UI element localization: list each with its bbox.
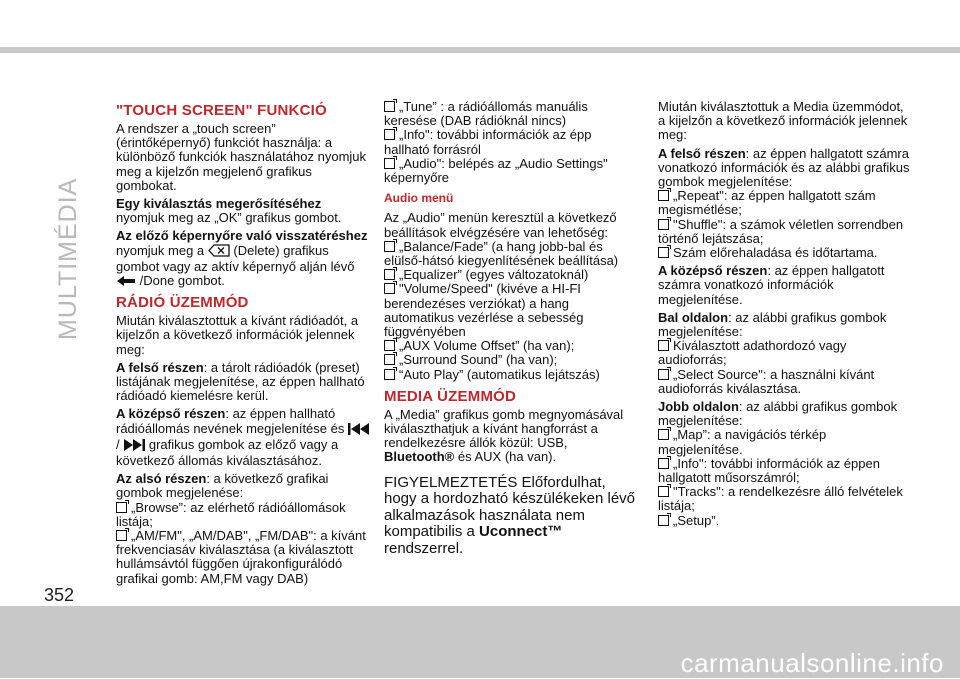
checkbox-bullet-icon — [384, 369, 395, 380]
text: : az éppen hallgatott számra vonatkozó információk és az alábbi grafikus gombok megjelenítése: — [658, 145, 910, 190]
header-band — [0, 47, 960, 53]
heading-media-mode: MEDIA ÜZEMMÓD — [384, 387, 517, 405]
paragraph: Miután kiválasztottuk a Media üzemmódot, a kijelzőn a következő információk jelennek meg: — [658, 99, 908, 143]
list-item — [658, 218, 913, 246]
checkbox-bullet-icon — [658, 515, 669, 526]
heading-radio-mode: RÁDIÓ ÜZEMMÓD — [116, 294, 249, 312]
checkbox-bullet-icon — [384, 354, 395, 365]
list-item — [658, 368, 913, 396]
text: FIGYELMEZTETÉS Előfordulhat, hogy a hordozható készülékeken lévő alkalmazások használata nem kompatibilis a — [384, 473, 636, 541]
top-margin — [0, 0, 960, 47]
paragraph — [658, 264, 913, 307]
back-arrow-icon — [116, 275, 136, 290]
text: : az alábbi grafikus gombok megjelenítése: — [658, 399, 898, 429]
checkbox-bullet-icon — [384, 129, 395, 140]
paragraph — [658, 400, 913, 428]
text: rendszerrel. — [384, 539, 464, 557]
list-item-text: „Balance/Fade” (a hang jobb-bal és elülső-hátsó kiegyenlítésének beállítása) — [384, 238, 619, 269]
list-item — [384, 282, 639, 339]
text: nyomjuk meg az „OK” grafikus gombot. — [116, 210, 342, 226]
delete-icon — [208, 244, 230, 260]
section-side-label: MULTIMÉDIA — [54, 177, 82, 340]
bold-lead: A felső részen — [116, 359, 204, 375]
list-item-text: „Repeat": az éppen hallgatott szám megismétlése; — [658, 188, 876, 218]
checkbox-bullet-icon — [384, 158, 395, 169]
list-item-text: "Volume/Speed" (kivéve a HI-FI berendezéses verziókat) a hang automatikus vezérlése a sebesség függvényében — [384, 281, 584, 340]
bold-text: Bluetooth® — [384, 449, 455, 465]
checkbox-bullet-icon — [658, 190, 669, 201]
list-item-text: „Browse”: az elérhető rádióállomások listája; — [116, 499, 346, 529]
paragraph: A rendszer a „touch screen” (érintőképernyő) funkciót használja: a különböző funkciók használatához nyomjuk meg a kijelzőn megjelenő grafikus gombokat. — [116, 121, 367, 193]
text: és AUX (ha van). — [454, 449, 557, 465]
checkbox-bullet-icon — [116, 502, 127, 513]
column-2 — [384, 100, 639, 561]
list-item-text: „AM/FM", „AM/DAB", „FM/DAB": a kívánt frekvenciasáv kiválasztása (a kiválasztott hullámsávtól függően újrakonfigurálódó grafikai gomb: AM,FM vagy DAB) — [116, 528, 366, 586]
checkbox-bullet-icon — [116, 530, 127, 541]
list-item-text: „Audio": belépés az „Audio Settings" képernyőre — [384, 155, 608, 186]
bold-lead: Egy kiválasztás megerősítéséhez — [116, 196, 322, 212]
list-item — [658, 428, 913, 456]
checkbox-bullet-icon — [658, 247, 669, 258]
list-item — [116, 501, 371, 529]
list-item — [384, 368, 639, 382]
paragraph: Miután kiválasztottuk a kívánt rádióadót, a kijelzőn a következő információk jelennek meg: — [116, 313, 359, 357]
list-item-text: „Info": további információk az éppen hallgatott műsorszámról; — [658, 455, 880, 486]
list-item — [384, 339, 639, 353]
bold-lead: Az alsó részen — [116, 471, 207, 487]
text: nyomjuk meg a — [116, 242, 208, 258]
paragraph — [116, 361, 371, 404]
text: : az éppen hallható rádióállomás nevének megjelenítése és — [116, 406, 348, 436]
list-item — [384, 353, 639, 367]
list-item-text: „Info": további információk az épp hallható forrásról — [384, 127, 592, 157]
list-item-text: “Auto Play” (automatikus lejátszás) — [399, 366, 600, 382]
subheading-audio-menu: Audio menü — [384, 191, 454, 206]
checkbox-bullet-icon — [658, 340, 669, 351]
list-item — [658, 457, 913, 485]
paragraph — [116, 197, 371, 225]
page-number: 352 — [44, 585, 75, 605]
checkbox-bullet-icon — [384, 101, 395, 112]
checkbox-bullet-icon — [658, 219, 669, 230]
list-item — [384, 100, 639, 128]
heading-touch-screen: "TOUCH SCREEN" FUNKCIÓ — [116, 102, 327, 119]
text: : a következő grafikai gombok megjelenése: — [116, 471, 329, 501]
previous-track-icon — [348, 423, 370, 438]
column-1 — [116, 100, 371, 586]
text: (Delete) grafikus gombot vagy az aktív képernyő alján lévő — [116, 242, 355, 274]
text: : az alábbi grafikus gombok megjelenítése: — [658, 309, 887, 340]
list-item — [658, 189, 913, 217]
list-item — [384, 268, 639, 282]
list-item — [116, 529, 371, 586]
warning-paragraph — [384, 475, 639, 558]
paragraph — [384, 408, 639, 465]
bold-lead: A középső részen — [116, 406, 226, 422]
list-item — [658, 339, 913, 367]
bold-lead: Bal oldalon — [658, 309, 729, 325]
list-item-text: „AUX Volume Offset” (ha van); — [399, 338, 575, 354]
bold-lead: A felső részen — [658, 145, 746, 161]
list-item — [384, 157, 639, 185]
text: /Done gombot. — [136, 273, 225, 289]
list-item — [658, 246, 913, 260]
list-item — [384, 128, 639, 156]
list-item-text: „Setup”. — [673, 512, 720, 528]
list-item-text: „Tune” : a rádióállomás manuális keresése (DAB rádióknál nincs) — [384, 99, 588, 129]
list-item-text: „Equalizer” (egyes változatoknál) — [399, 267, 589, 283]
checkbox-bullet-icon — [658, 369, 669, 380]
list-item — [384, 240, 639, 268]
bold-lead: Jobb oldalon — [658, 399, 739, 415]
paragraph — [116, 407, 371, 468]
paragraph: Az „Audio” menün keresztül a következő beállítások elvégzésére van lehetőség: — [384, 210, 617, 240]
list-item — [658, 514, 913, 528]
checkbox-bullet-icon — [658, 429, 669, 440]
list-item-text: „Select Source": a használni kívánt audioforrás kiválasztása. — [658, 366, 875, 396]
next-track-icon — [123, 439, 145, 454]
text: : a tárolt rádióadók (preset) listájának megjelenítése, az éppen hallható rádióadó kiemelésre kerül. — [116, 359, 365, 404]
checkbox-bullet-icon — [658, 458, 669, 469]
checkbox-bullet-icon — [384, 340, 395, 351]
text: / — [116, 436, 124, 452]
bold-text: Uconnect™ — [479, 523, 563, 541]
text: A „Media” grafikus gomb megnyomásával kiválaszthatjuk a kívánt hangforrást a rendelkezésre állók közül: USB, — [384, 406, 624, 451]
list-item-text: „Map”: a navigációs térkép megjelenítése. — [658, 427, 827, 457]
checkbox-bullet-icon — [384, 269, 395, 280]
paragraph — [116, 229, 371, 290]
bold-lead: Az előző képernyőre való visszatéréshez — [116, 228, 368, 244]
bold-lead: A középső részen — [658, 263, 768, 279]
text: grafikus gombok az előző vagy a következő állomás kiválasztásához. — [116, 436, 339, 469]
list-item-text: Szám előrehaladása és időtartama. — [673, 245, 878, 261]
list-item-text: Kiválasztott adathordozó vagy audioforrás; — [658, 338, 847, 368]
checkbox-bullet-icon — [384, 241, 395, 252]
text: : az éppen hallgatott számra vonatkozó információk megjelenítése. — [658, 263, 885, 307]
list-item — [658, 485, 913, 513]
checkbox-bullet-icon — [384, 283, 395, 294]
checkbox-bullet-icon — [658, 486, 669, 497]
column-3 — [658, 100, 913, 528]
list-item-text: „Surround Sound” (ha van); — [399, 352, 558, 368]
list-item-text: "Shuffle": a számok véletlen sorrendben történő lejátszása; — [658, 216, 904, 246]
watermark-text: carmanualsonline.info — [680, 648, 944, 678]
paragraph — [658, 147, 913, 190]
paragraph — [658, 311, 913, 339]
paragraph — [116, 472, 371, 500]
list-item-text: "Tracks": a rendelkezésre álló felvételek listája; — [658, 484, 903, 514]
